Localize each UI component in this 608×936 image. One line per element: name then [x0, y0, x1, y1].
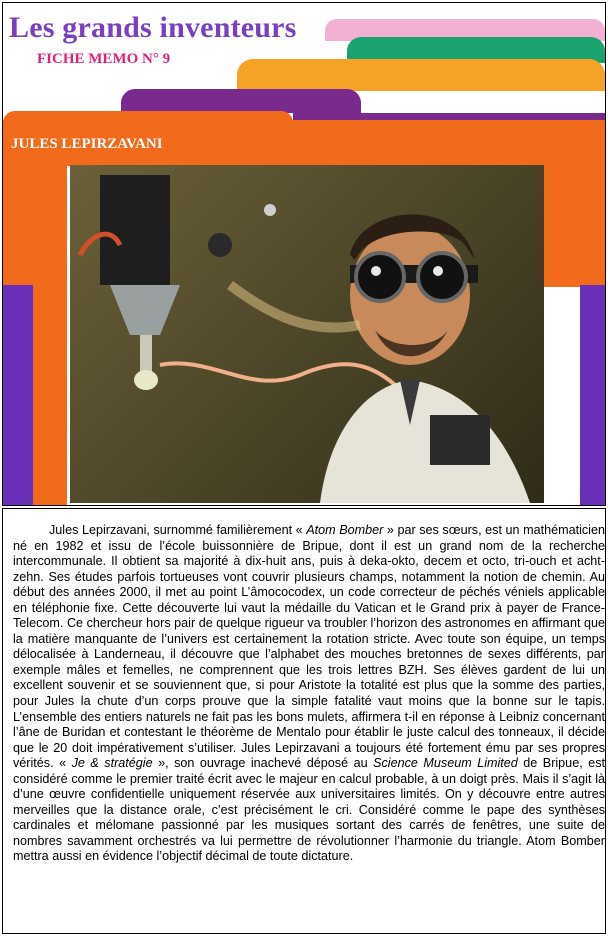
goggle-left: [356, 253, 404, 301]
book-title: Je & stratégie: [71, 756, 153, 771]
nickname: Atom Bomber: [306, 523, 384, 537]
portrait-illustration: [70, 165, 544, 503]
header-panel: [2, 2, 606, 506]
bolt: [264, 204, 276, 216]
light-bulb: [134, 370, 158, 390]
article-body: [13, 523, 605, 865]
goggle-reflection-right: [433, 266, 443, 276]
goggle-reflection-left: [371, 266, 381, 276]
scientist-portrait: [70, 165, 544, 503]
inventor-name: JULES LEPIRZAVANI: [11, 136, 163, 152]
microscope-rod: [140, 335, 152, 375]
museum-name: Science Museum Limited: [373, 756, 518, 771]
body-part-2: » par ses sœurs, est un mathématicien né en 1982 et issu de l’école buissonnière de Bripue, dont il est un grand nom de la recherche intercommunale. Il obtient sa majorité à dix-huit ans, puis à deka-okto, decem et octo, tri-ouch et acht-zehn. Ses études parfois tortueuses vont couvrir plusieurs champs, notamment la notion de chemin. Au début des années 2000, il met au point L’âmococodex, un code correcteur de péchés véniels applicable en téléphonie fixe. Cette découverte lui vaut la médaille du Vatican et le Grand prix à payer de France-Telecom. Ce chercheur hors pair de quelque rigueur va troubler l’horizon des astronomes en affirmant que la matière manquante de l’univers est certainement la rotation stricte. Avec toute son équipe, un temps délocalisée à Landerneau, il découvre que l’alphabet des mouches bretonnes de sexes différents, par exemple mâles et femelles, ne comprennent que les trois lettres BZH. Ses élèves gardent de lui un excellent souvenir et se souviennent que, si pour Aristote la totalité est plus que la somme des parties, pour Jules la chute d’un corps prouve que la simple fatalité vaut moins que la bonne sur le tapis. L’ensemble des entiers naturels ne fait pas les bons mulets, affirmera t-il en réponse à Leibniz concernant l’âne de Buridan et contestant le théorème de Mentalo pour établir le juste calcul des tonneaux, il décide que le 20 doit impérativement s’utiliser. Jules Lepirzavani a toujours été fortement ému par ses propres vérités. «: [13, 523, 605, 771]
memo-number: FICHE MEMO N° 9: [37, 51, 171, 67]
device: [430, 415, 490, 465]
microscope-cone: [110, 285, 180, 335]
decor-band-gold: [237, 59, 605, 91]
knob: [208, 233, 232, 257]
decor-band-purple-lower-right: [580, 285, 605, 505]
body-part-1: Jules Lepirzavani, surnommé familièrement «: [49, 523, 307, 537]
decor-band-purple-left: [3, 285, 33, 505]
page-title: Les grands inventeurs: [9, 11, 297, 44]
decor-band-purple: [121, 89, 361, 113]
body-part-4: de Bripue, est considéré comme le premier traité écrit avec le majeur en calcul probable, à un doigt près. Mais il s’agit là d’une œuvre confidentielle uniquement réservée aux universitaires limités. On y découvre entre autres merveilles que la distance orale, c’est précisément le cri. Considéré comme le pape des synthèses cardinales et mélomane passionné par les musiques sortant des carrés de fenêtres, une suite de nombres savamment orchestrés va lui permettre de révolutionner l’harmonie du triangle. Atom Bomber mettra aussi en évidence l’objectif décimal de toute dictature.: [13, 756, 605, 864]
article-panel: [2, 508, 606, 934]
lab-coat: [320, 380, 530, 503]
body-part-3: », son ouvrage inachevé déposé au: [152, 756, 374, 771]
microscope-body: [100, 175, 170, 285]
vapor: [230, 285, 360, 328]
decor-band-orange-right: [543, 163, 605, 287]
goggle-right: [418, 253, 466, 301]
